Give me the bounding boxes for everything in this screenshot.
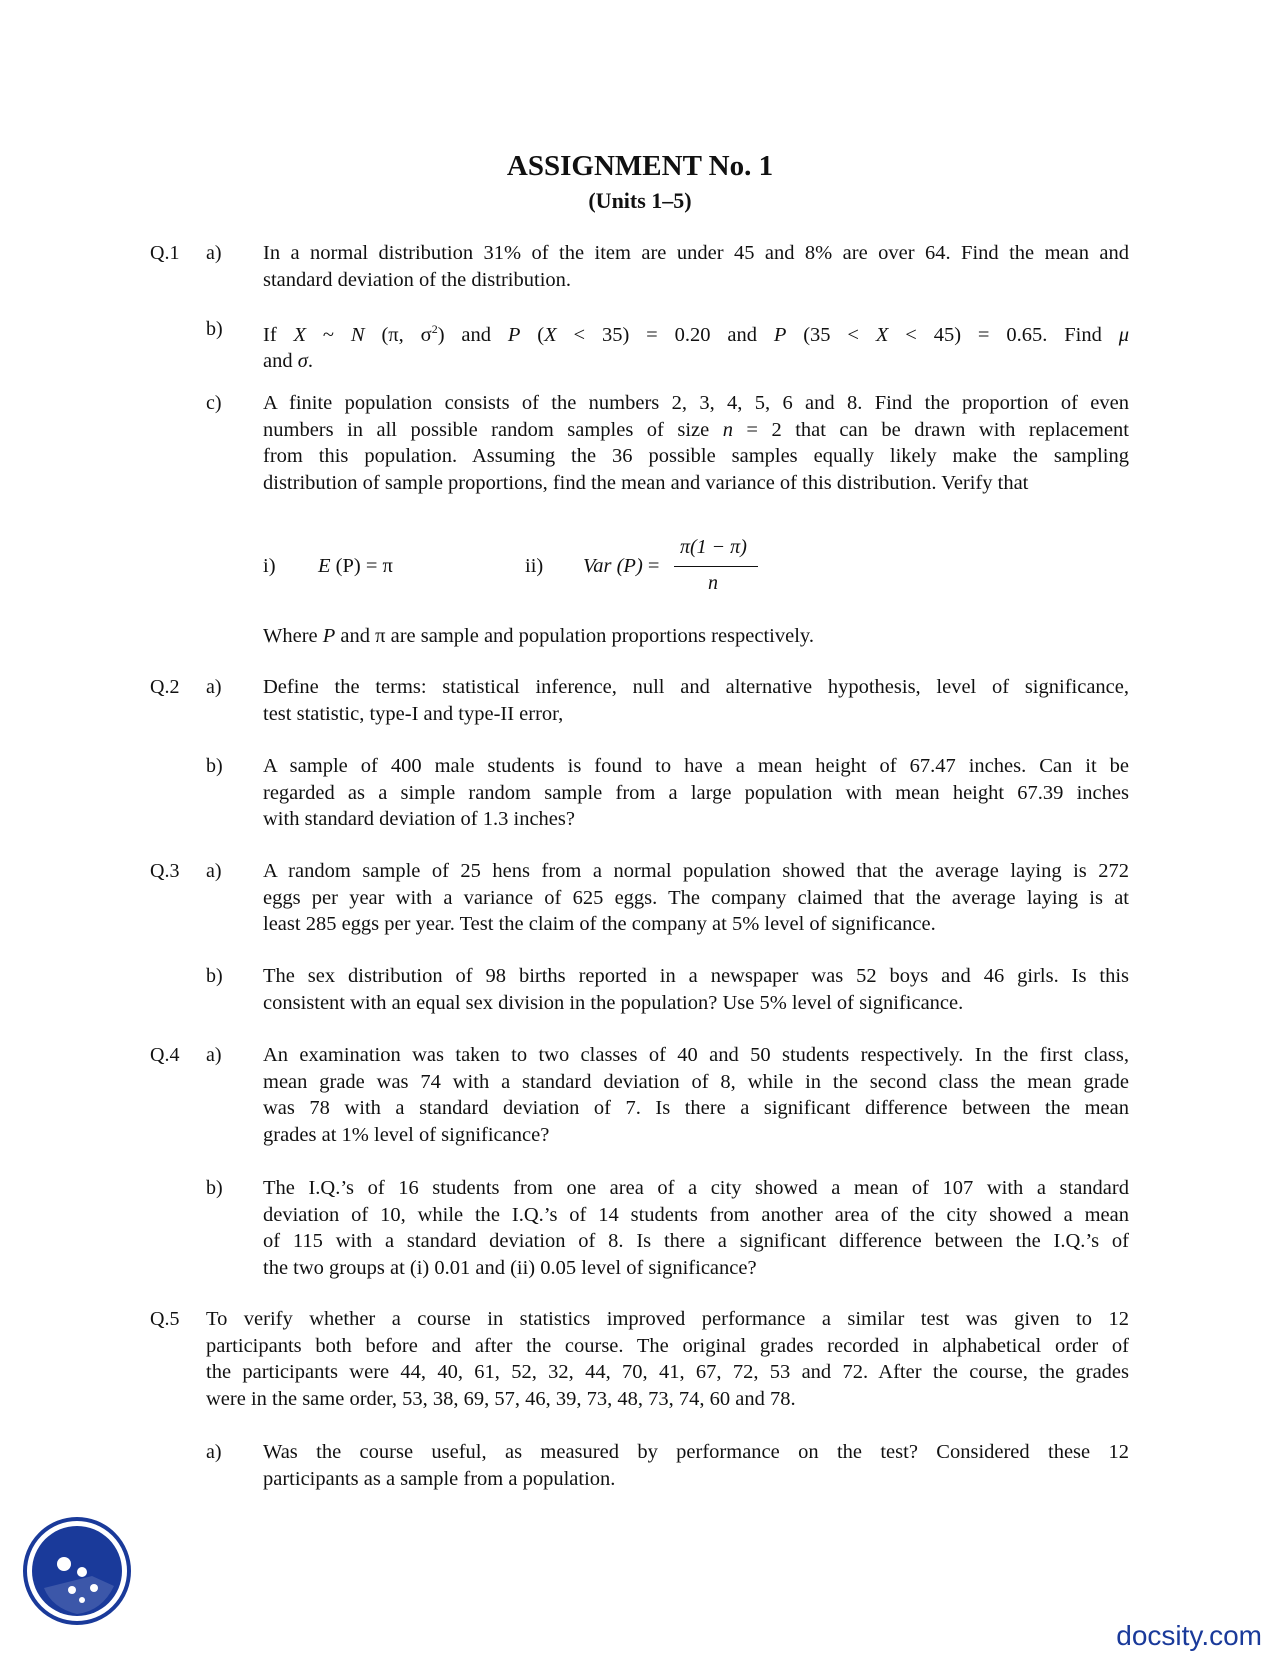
text-line: least 285 eggs per year. Test the claim of the company at 5% level of significance. (263, 913, 936, 935)
text-line: A random sample of 25 hens from a normal population showed that the average laying is 272 (263, 860, 1129, 882)
fraction-denominator: n (708, 572, 718, 594)
question-number: Q.3 (150, 860, 180, 882)
text-line: from this population. Assuming the 36 possible samples equally likely make the sampling (263, 445, 1129, 467)
formula-expectation: E (P) = π (318, 555, 393, 577)
text-line: A sample of 400 male students is found to have a mean height of 67.47 inches. Can it be (263, 755, 1129, 777)
question-text (263, 753, 1129, 833)
part-label: a) (206, 1044, 222, 1066)
formula-label: ii) (525, 555, 544, 577)
question-text (206, 1306, 1129, 1412)
text-line: participants both before and after the course. The original grades recorded in alphabetical order of (206, 1334, 1129, 1357)
question-text (263, 623, 1129, 650)
text-line: distribution of sample proportions, find the mean and variance of this distribution. Verify that (263, 471, 1029, 494)
part-label: a) (206, 676, 222, 698)
formula-variance: Var (P) = (583, 555, 660, 577)
part-label: b) (206, 965, 223, 987)
fraction-numerator: π(1 − π) (680, 536, 747, 558)
text-line: of 115 with a standard deviation of 8. Is there a significant difference between the I.Q.’s of (263, 1230, 1129, 1252)
part-label: b) (206, 755, 223, 777)
question-text (263, 963, 1129, 1016)
question-number: Q.5 (150, 1308, 180, 1330)
text-line: regarded as a simple random sample from a large population with mean height 67.39 inches (263, 781, 1129, 804)
text-line: Where P and π are sample and population proportions respectively. (263, 625, 814, 647)
question-text (263, 240, 1129, 293)
part-label: c) (206, 392, 222, 414)
question-text (263, 316, 1129, 375)
text-line: A finite population consists of the numbers 2, 3, 4, 5, 6 and 8. Find the proportion of even (263, 392, 1129, 414)
text-line: If X ~ N (π, $\sigma^2$) and P (X < 35) = 0.20 and P (35 < X < 45) = 0.65. Find μ (263, 322, 1129, 346)
question-text (263, 858, 1129, 938)
text-line: were in the same order, 53, 38, 69, 57, 46, 39, 73, 48, 73, 74, 60 and 78. (206, 1387, 796, 1410)
text-line: the participants were 44, 40, 61, 52, 32, 44, 70, 41, 67, 72, 53 and 72. After the course, the grades (206, 1361, 1129, 1383)
text-line: In a normal distribution 31% of the item are under 45 and 8% are over 64. Find the mean and (263, 242, 1129, 264)
text-line: and σ. (263, 350, 313, 373)
question-number: Q.2 (150, 676, 180, 698)
text-line: deviation of 10, while the I.Q.’s of 14 students from another area of the city showed a mean (263, 1203, 1129, 1226)
question-text (263, 390, 1129, 496)
text-line: standard deviation of the distribution. (263, 268, 572, 291)
text-line: with standard deviation of 1.3 inches? (263, 808, 575, 830)
text-line: numbers in all possible random samples of size n = 2 that can be drawn with replacement (263, 418, 1129, 441)
text-line: To verify whether a course in statistics improved performance a similar test was given to 12 (206, 1308, 1129, 1330)
question-text (263, 1439, 1129, 1492)
text-line: test statistic, type-I and type-II error, (263, 702, 564, 725)
part-label: a) (206, 860, 222, 882)
part-label: a) (206, 1441, 222, 1463)
text-line: An examination was taken to two classes of 40 and 50 students respectively. In the first class, (263, 1044, 1129, 1066)
fraction-bar (674, 566, 758, 567)
text-line: The I.Q.’s of 16 students from one area of a city showed a mean of 107 with a standard (263, 1177, 1129, 1199)
question-number: Q.1 (150, 242, 180, 264)
formula-label: i) (263, 555, 276, 577)
text-line: grades at 1% level of significance? (263, 1123, 550, 1146)
text-line: Define the terms: statistical inference, null and alternative hypothesis, level of significance, (263, 676, 1129, 698)
text-line: The sex distribution of 98 births reported in a newspaper was 52 boys and 46 girls. Is this (263, 965, 1129, 987)
text-line: eggs per year with a variance of 625 eggs. The company claimed that the average laying is at (263, 886, 1129, 909)
text-line: consistent with an equal sex division in the population? Use 5% level of significance. (263, 991, 964, 1014)
text-line: participants as a sample from a population. (263, 1467, 616, 1490)
question-text (263, 1042, 1129, 1148)
text-line: Was the course useful, as measured by performance on the test? Considered these 12 (263, 1441, 1129, 1463)
page-subtitle: (Units 1–5) (588, 188, 692, 213)
docsity-logo-icon (22, 1516, 132, 1626)
text-line: was 78 with a standard deviation of 7. Is there a significant difference between the mean (263, 1097, 1129, 1119)
text-line: mean grade was 74 with a standard deviation of 8, while in the second class the mean grade (263, 1070, 1129, 1093)
question-text (263, 1175, 1129, 1281)
part-label: b) (206, 1177, 223, 1199)
part-label: b) (206, 318, 223, 340)
brand-link[interactable]: docsity.com (1116, 1620, 1262, 1651)
part-label: a) (206, 242, 222, 264)
page-title: ASSIGNMENT No. 1 (506, 150, 774, 182)
question-text (263, 674, 1129, 727)
question-number: Q.4 (150, 1044, 180, 1066)
text-line: the two groups at (i) 0.01 and (ii) 0.05 level of significance? (263, 1256, 757, 1279)
